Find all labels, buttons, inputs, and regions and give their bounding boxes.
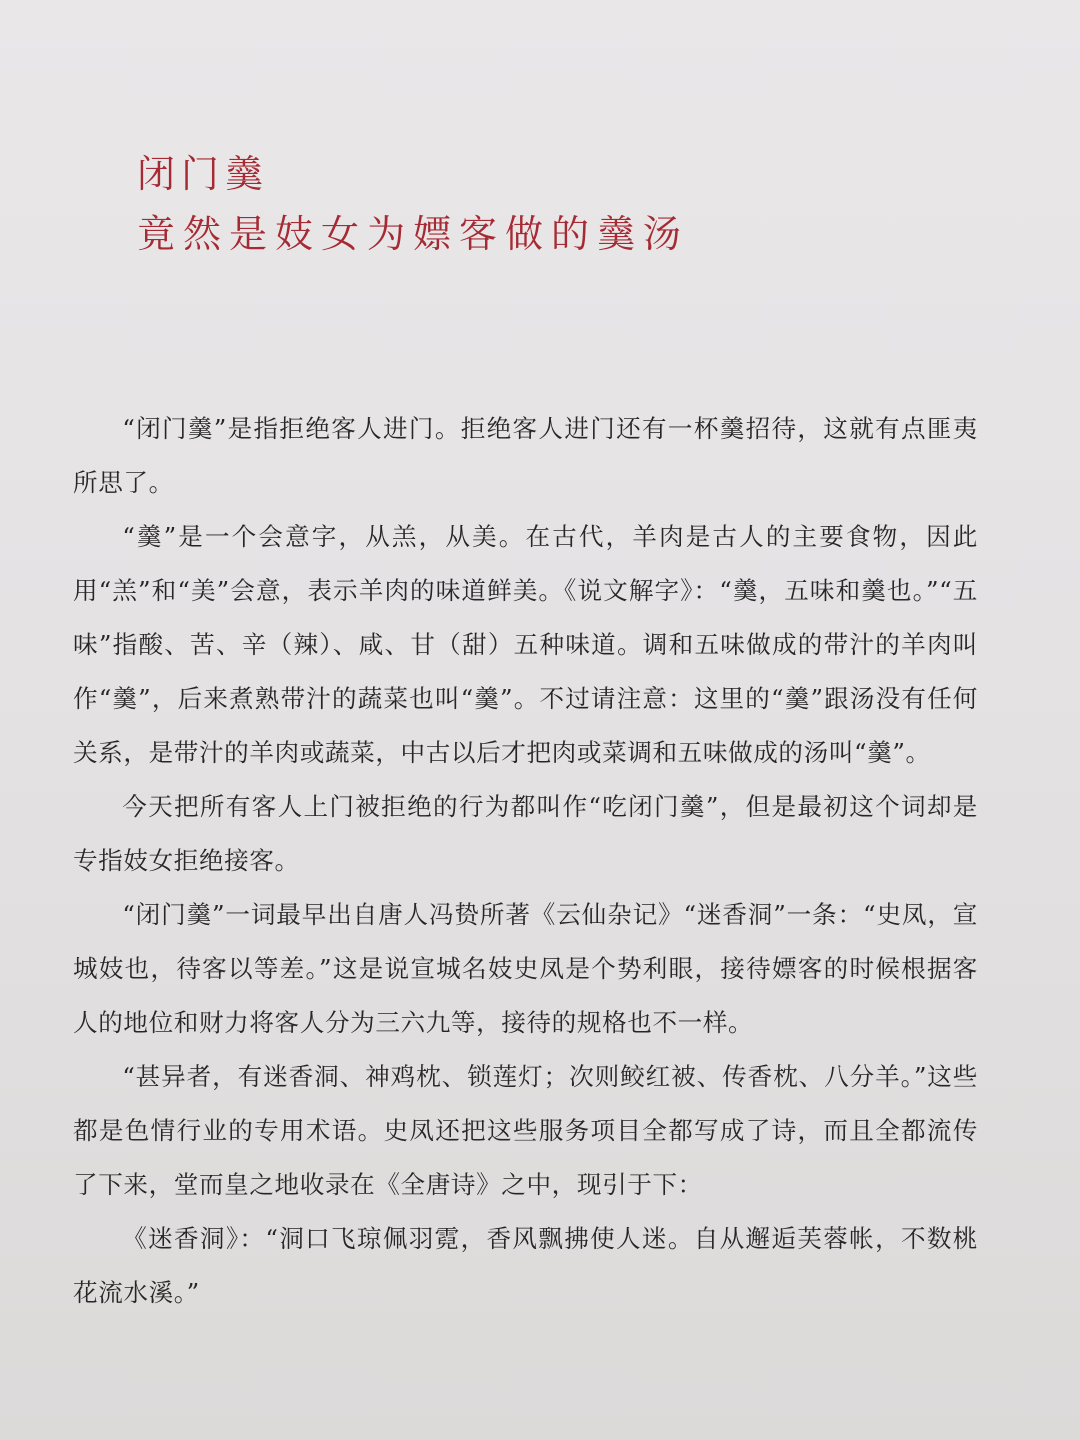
paragraph: 今天把所有客人上门被拒绝的行为都叫作“吃闭门羹”，但是最初这个词却是专指妓女拒绝接客。	[73, 792, 978, 875]
paragraph: “闭门羹”一词最早出自唐人冯贽所著《云仙杂记》“迷香洞”一条：“史凤，宣城妓也，待客以等差。”这是说宣城名妓史凤是个势利眼，接待嫖客的时候根据客人的地位和财力将客人分为三六九等，接待的规格也不一样。	[73, 900, 978, 1037]
paragraph: “闭门羹”是指拒绝客人进门。拒绝客人进门还有一杯羹招待，这就有点匪夷所思了。	[73, 414, 978, 497]
chapter-title	[137, 146, 689, 264]
paragraph: “羹”是一个会意字，从羔，从美。在古代，羊肉是古人的主要食物，因此用“羔”和“美”会意，表示羊肉的味道鲜美。《说文解字》：“羹，五味和羹也。”“五味”指酸、苦、辛（辣）、咸、甘（甜）五种味道。调和五味做成的带汁的羊肉叫作“羹”，后来煮熟带汁的蔬菜也叫“羹”。不过请注意：这里的“羹”跟汤没有任何关系，是带汁的羊肉或蔬菜，中古以后才把肉或菜调和五味做成的汤叫“羹”。	[73, 522, 978, 767]
body-text	[73, 402, 978, 1320]
title-subtitle: 竟然是妓女为嫖客做的羹汤	[137, 212, 690, 256]
paragraph: “甚异者，有迷香洞、神鸡枕、锁莲灯；次则鲛红被、传香枕、八分羊。”这些都是色情行业的专用术语。史凤还把这些服务项目全都写成了诗，而且全都流传了下来，堂而皇之地收录在《全唐诗》之中，现引于下：	[73, 1062, 978, 1199]
paragraph: 《迷香洞》：“洞口飞琼佩羽霓，香风飘拂使人迷。自从邂逅芙蓉帐，不数桃花流水溪。”	[73, 1224, 978, 1307]
title-main: 闭门羹	[137, 152, 270, 196]
